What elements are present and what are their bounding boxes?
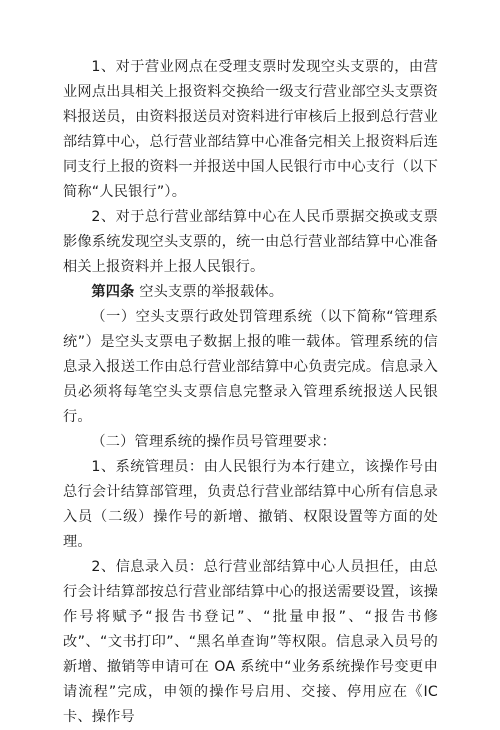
document-body bbox=[63, 55, 438, 730]
paragraph-item-2: 2、对于总行营业部结算中心在人民币票据交换或支票影像系统发现空头支票的，统一由总行营业部结算中心准备相关上报资料并上报人民银行。 bbox=[63, 209, 438, 275]
paragraph-operator-requirements: （二）管理系统的操作员号管理要求： bbox=[91, 434, 336, 450]
article-heading: 第四条 bbox=[91, 284, 135, 300]
paragraph-data-entry-clerk: 2、信息录入员：总行营业部结算中心人员担任，由总行会计结算部按总行营业部结算中心的报送需要设置，该操作号将赋予“报告书登记”、“批量申报”、“报告书修改”、“文书打印”、“黑名单查询”等权限。信息录入员号的新增、撤销等申请可在 OA 系统中“业务系统操作号变更申请流程”完成，申领的操作号启用、交接、停用应在《IC 卡、操作号 bbox=[63, 559, 438, 725]
paragraph-management-system: （一）空头支票行政处罚管理系统（以下简称“管理系统”）是空头支票电子数据上报的唯一载体。管理系统的信息录入报送工作由总行营业部结算中心负责完成。信息录入员必须将每笔空头支票信息完整录入管理系统报送人民银行。 bbox=[63, 309, 438, 425]
article-heading-text: 空头支票的举报载体。 bbox=[134, 284, 284, 300]
paragraph-item-1: 1、对于营业网点在受理支票时发现空头支票的，由营业网点出具相关上报资料交换给一级支行营业部空头支票资料报送员，由资料报送员对资料进行审核后上报到总行营业部结算中心，总行营业部结算中心准备完相关上报资料后连同支行上报的资料一并报送中国人民银行市中心支行（以下简称“人民银行”）。 bbox=[63, 59, 438, 200]
article-4-paragraph bbox=[63, 280, 438, 305]
paragraph-system-admin: 1、系统管理员：由人民银行为本行建立，该操作号由总行会计结算部管理，负责总行营业部结算中心所有信息录入员（二级）操作号的新增、撤销、权限设置等方面的处理。 bbox=[63, 459, 438, 550]
